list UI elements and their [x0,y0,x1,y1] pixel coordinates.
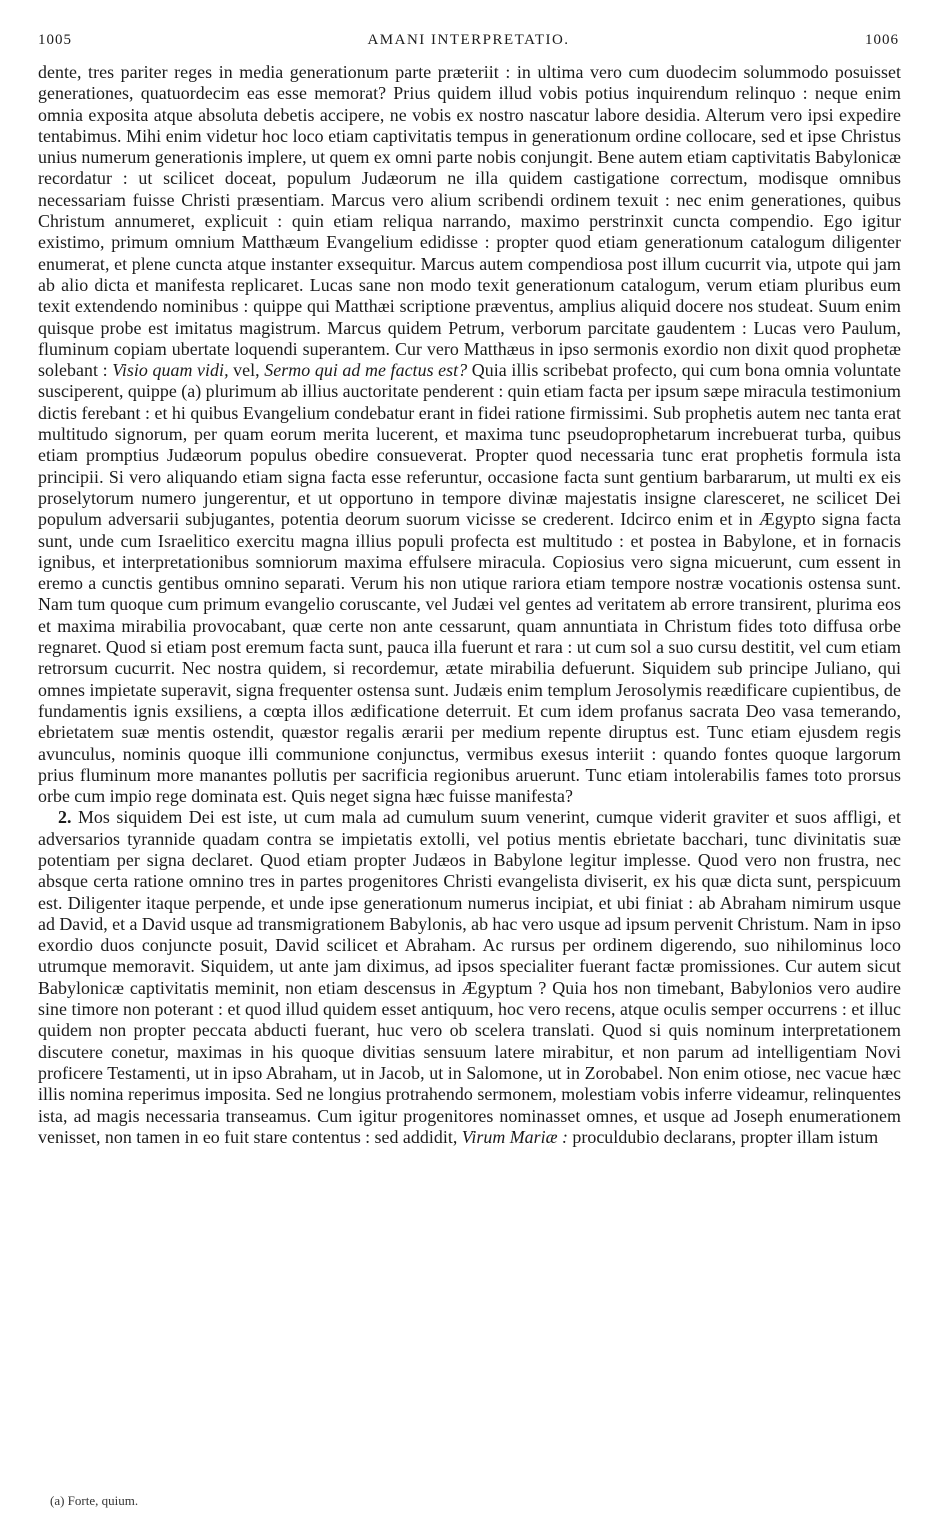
italic-quote: Visio quam vidi, [112,360,229,381]
section-number: 2. [58,807,72,828]
column-number-right: 1006 [865,32,899,48]
italic-quote: Virum Mariæ : [461,1126,568,1147]
text-run: proculdubio declarans, propter illam istum [568,1126,879,1147]
column-number-left: 1005 [38,32,72,48]
italic-quote: Sermo qui ad me factus est? [264,360,468,381]
text-run: dente, tres pariter reges in media generationum parte præteriit : in ultima vero cum duodecim solummodo posuisset generationes, quatuordecim eas esse memorat? Prius quidem illud vobis potius inquirendum relinquo : neque enim omnia exposita atque absoluta debetis accipere, ne vobis ex nostro nascatur labore desidia. Alterum vero ipsi expedire tentabimus. Mihi enim videtur hoc loco etiam captivitatis tempus in generationum ordine collocare, sed et ipse Christus unius numerum generationis implere, ut quem ex omni parte nobis conjungit. Bene autem etiam captivitatis Babylonicæ recordatur : ut scilicet doceat, populum Judæorum ne illa quidem castigatione correctum, modisque omnibus necessariam fuisse Christi præsentiam. Marcus vero alium scribendi ordinem texuit : nec enim generationes, quibus Christum annumeret, explicuit : quin etiam reliqua narrando, maximo perstrinxit cuncta compendio. Ego igitur existimo, primum omnium Matthæum Evangelium edidisse : propter quod etiam generationum catalogum diligenter enumerat, et plene cuncta atque instanter exsequitur. Marcus autem compendiosa post illum cucurrit via, utpote qui jam ab alio dicta et manifesta replicaret. Lucas sane non modo texit generationum catalogum, verum etiam pluribus eum texit extendendo nominibus : quippe qui Matthæi scriptione præventus, amplius aliquid docere nos studeat. Suum enim quisque probe est imitatus magistrum. Marcus quidem Petrum, verborum parcitate gaudentem : Lucas vero Paulum, fluminum copiam ubertate loquendi superantem. Cur vero Matthæus in ipso sermonis exordio non dixit quod prophetæ solebant : [38,62,901,381]
text-run: vel, [228,360,265,381]
paragraph-2 [38,807,901,1148]
text-run: Mos siquidem Dei est iste, ut cum mala ad cumulum suum venerint, cumque viderit graviter et suos affligi, et adversarios tyrannide quadam contra se impietatis extolli, vel potius mentis ebrietate bacchari, tunc divinitatis suæ potentiam per signa declaret. Quod etiam propter Judæos in Babylone legitur implesse. Quod vero non frustra, nec absque certa ratione omnino tres in partes progenitores Christi evangelista diviserit, ex his quæ dicta sunt, perspicuum est. Diligenter itaque perpende, et unde ipse generationum numerus incipiat, et ubi finiat : ab Abraham nimirum usque ad David, et a David usque ad transmigrationem Babylonis, ab hac vero usque ad ipsum pervenit Christum. Nam in ipso exordio duos conjuncte posuit, David scilicet et Abraham. Ac rursus per ordinem digerendo, suo nihilominus loco utrumque memoravit. Siquidem, ut ante jam diximus, ad ipsos specialiter fuerant factæ promissiones. Cur autem sicut Babylonicæ captivitatis meminit, non etiam descensus in Ægyptum ? Quia hos non timebant, Babylonios vero audire sine timore non poterant : et quod illud quidem esset antiquum, hoc vero recens, atque oculis semper occurrens : et illuc quidem non propter peccata abducti fuerant, huc vero ob scelera translati. Quod si quis nominum interpretationem discutere conetur, maximas in his quoque divitias sensuum latere mirabitur, et non parum ad intelligentiam Novi proficere Testamenti, ut in ipso Abraham, ut in Jacob, ut in Salomone, ut in Zorobabel. Non enim otiose, nec vacue hæc illis nomina reperimus imposita. Sed ne longius protrahendo sermonem, molestiam vobis inferre videamur, relinquentes ista, ad magis necessaria transeamus. Cum igitur progenitores nominasset omnes, et usque ad Joseph enumerationem venisset, non tamen in eo fuit stare contentus : sed addidit, [38,807,901,1147]
running-title: AMANI INTERPRETATIO. [367,32,570,48]
text-run: Quia illis scribebat profecto, qui cum bona omnia voluntate susciperent, quippe (a) plurimum ab illius auctoritate penderent : quin etiam facta per ipsum sæpe miracula testimonium dictis ferebant : et hi quibus Evangelium condebatur erant in fidei ratione firmissimi. Sub prophetis autem nec tanta erat multitudo signorum, per quam eorum merita lucerent, et maxima tunc pseudoprophetarum increbuerat turba, quibus etiam promptius Judæorum populus obedire consueverat. Propter quod necessaria tunc erat prophetis formula ista principii. Si vero aliquando etiam signa facta esse referuntur, occasione facta sunt gentium barbararum, ut multi ex eis proselytorum numero jungerentur, et ut opportuno in tempore divinæ majestatis insigne claresceret, ne scilicet Dei populum adversarii subjugantes, potentia deorum suorum vicisse se crederent. Idcirco enim et in Ægypto signa facta sunt, unde cum Israelitico exercitu magna illius populi profecta est multitudo : et postea in Babylone, et in fornacis ignibus, et interpretationibus somniorum maxima effulsere miracula. Copiosius vero signa micuerunt, cum essent in eremo a cunctis gentibus omnino separati. Verum his non utique rariora etiam tempore nostræ vocationis ostensa sunt. Nam tum quoque cum primum evangelio coruscante, vel Judæi vel gentes ad veritatem ab errore transirent, plurima eos et maxima mirabilia provocabant, quæ certe non ante cessarunt, quam annuntiata in Christum fides toto diffusa orbe regnaret. Quod si etiam post eremum facta sunt, pauca illa fuerunt et rara : ut cum sol a suo cursu destitit, vel cum etiam retrorsum cucurrit. Nec nostra quidem, si recordemur, ætate mirabilia defuerunt. Siquidem sub principe Juliano, qui omnes impietate superavit, signa frequenter ostensa sunt. Judæis enim templum Jerosolymis reædificare cupientibus, de fundamentis ignis exsiliens, a cœpta illos ædificatione deterruit. Et cum idem profanus sacrata Deo vasa temerando, ebrietatem suæ mentis ostendit, quæstor regalis ærarii per medium repente diruptus est. Tunc etiam ejusdem regis avunculus, nominis quoque illi communione conjunctus, vermibus exesus interiit : quando fontes quoque largorum prius fluminum more manantes pollutis per sacrificia regionibus aruerunt. Tunc etiam intolerabilis fames toto prorsus orbe cum impio rege dominata est. Quis neget signa hæc fuisse manifesta? [38,360,902,807]
running-header [38,32,899,54]
paragraph-2-text [38,807,901,1146]
footnote: (a) Forte, quium. [50,1493,139,1508]
paragraph-1 [38,62,901,807]
main-text [38,62,901,1148]
